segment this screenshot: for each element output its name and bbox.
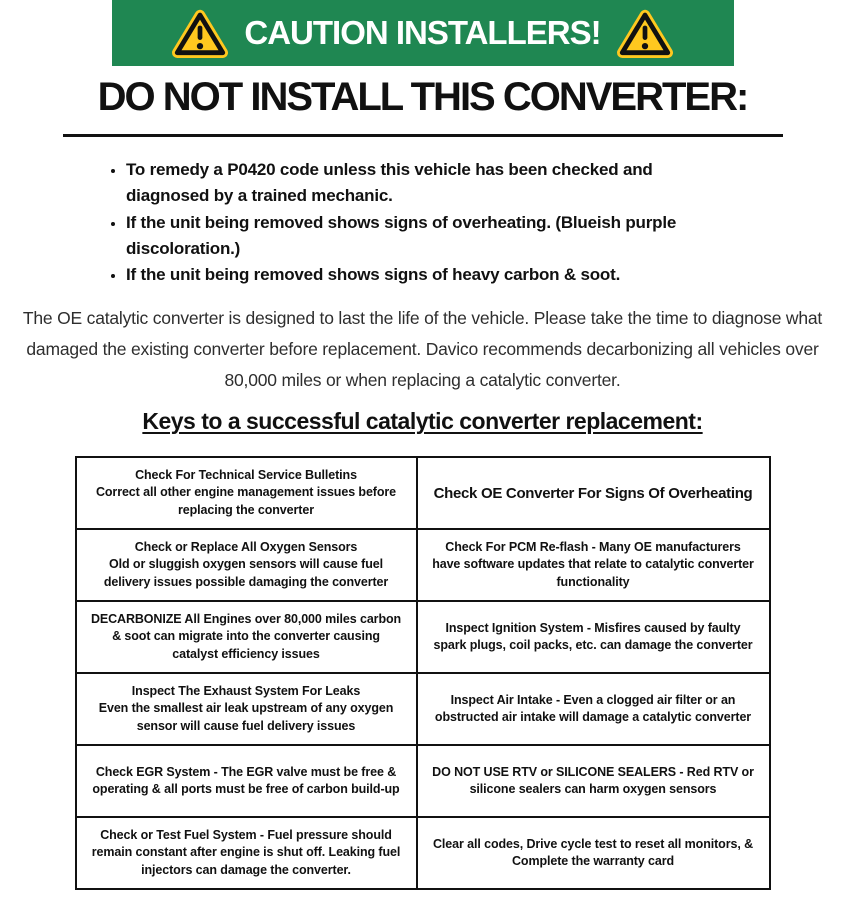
table-cell-right [417, 457, 770, 529]
table-row [76, 529, 770, 601]
table-cell-right [417, 817, 770, 889]
warning-item: • If the unit being removed shows signs of heavy carbon & soot. [126, 262, 740, 288]
cell-body: DO NOT USE RTV or SILICONE SEALERS - Red RTV or silicone sealers can harm oxygen sensors [432, 764, 754, 797]
cell-body: Check or Test Fuel System - Fuel pressure should remain constant after engine is shut off. Leaking fuel injectors can damage the converter. [91, 827, 401, 877]
caution-banner [112, 0, 734, 66]
cell-body: Clear all codes, Drive cycle test to reset all monitors, & Complete the warranty card [432, 836, 754, 869]
table-row [76, 745, 770, 817]
table-row [76, 601, 770, 673]
warning-item: • To remedy a P0420 code unless this vehicle has been checked and diagnosed by a trained mechanic. [126, 157, 740, 210]
cell-body: Old or sluggish oxygen sensors will cause fuel delivery issues possible damaging the converter [103, 557, 389, 589]
cell-title: Check or Replace All Oxygen Sensors [134, 539, 358, 554]
banner-title: CAUTION INSTALLERS! [244, 14, 601, 51]
warning-list [108, 157, 740, 289]
cell-title: Check For Technical Service Bulletins [135, 467, 357, 482]
table-row [76, 457, 770, 529]
cell-body: Inspect Ignition System - Misfires caused by faulty spark plugs, coil packs, etc. can damage the converter [433, 620, 753, 653]
cell-body: Check For PCM Re-flash - Many OE manufacturers have software updates that relate to catalytic converter functionality [432, 539, 754, 589]
table-cell-left [76, 673, 417, 745]
divider [63, 134, 783, 137]
table-cell-left [76, 457, 417, 529]
warning-triangle-icon [617, 8, 673, 58]
table-row [76, 817, 770, 889]
cell-body: Check EGR System - The EGR valve must be free & operating & all ports must be free of carbon build-up [92, 764, 400, 797]
cell-body: Inspect Air Intake - Even a clogged air filter or an obstructed air intake will damage a catalytic converter [434, 692, 752, 725]
keys-table [75, 456, 771, 890]
table-cell-right [417, 745, 770, 817]
table-cell-left [76, 817, 417, 889]
table-cell-left [76, 601, 417, 673]
cell-body: Even the smallest air leak upstream of any oxygen sensor will cause fuel delivery issues [98, 701, 394, 733]
keys-table-body [76, 457, 770, 889]
table-cell-left [76, 745, 417, 817]
table-cell-right [417, 673, 770, 745]
table-cell-right [417, 529, 770, 601]
table-cell-right [417, 601, 770, 673]
intro-paragraph: The OE catalytic converter is designed to last the life of the vehicle. Please take the time to diagnose what damaged the existing converter before replacement. Davico recommends decarbonizing all vehicles over 80,000 miles or when replacing a catalytic converter. [22, 307, 823, 390]
cell-body: Correct all other engine management issues before replacing the converter [95, 485, 397, 517]
warning-item: • If the unit being removed shows signs of overheating. (Blueish purple discoloration.) [126, 210, 740, 263]
table-row [76, 673, 770, 745]
warning-triangle-icon [172, 8, 228, 58]
cell-body: DECARBONIZE All Engines over 80,000 miles carbon & soot can migrate into the converter causing catalyst efficiency issues [90, 611, 402, 661]
cell-body: Check OE Converter For Signs Of Overheating [433, 484, 753, 502]
keys-heading: Keys to a successful catalytic converter replacement: [142, 408, 703, 435]
cell-title: Inspect The Exhaust System For Leaks [131, 683, 361, 698]
page-title: DO NOT INSTALL THIS CONVERTER: [97, 75, 748, 119]
table-cell-left [76, 529, 417, 601]
